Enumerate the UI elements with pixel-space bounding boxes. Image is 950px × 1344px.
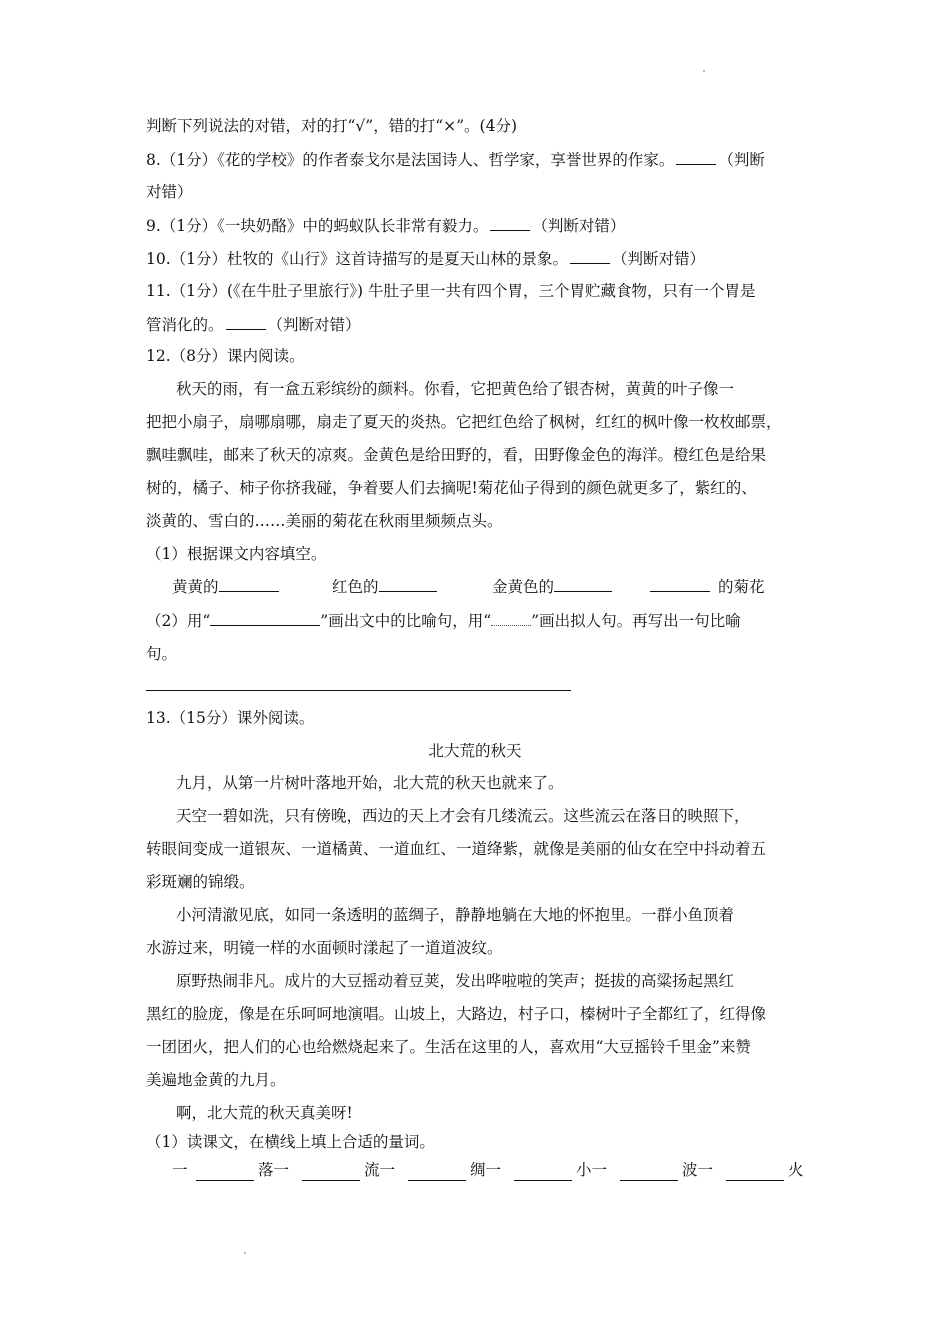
fill-item xyxy=(492,575,612,598)
fill-label: 金黄色的 xyxy=(492,578,555,596)
passage-line: 淡黄的、雪白的……美丽的菊花在秋雨里频频点头。 xyxy=(146,512,503,530)
passage-line: 秋天的雨，有一盒五彩缤纷的颜料。你看，它把黄色给了银杏树，黄黄的叶子像一 xyxy=(176,380,735,398)
answer-blank[interactable] xyxy=(650,575,710,592)
measure-noun: 绸一 xyxy=(470,1161,502,1179)
fill-label: 红色的 xyxy=(332,578,379,596)
measure-noun: 小一 xyxy=(576,1161,608,1179)
question-12-sub1: （1）根据课文内容填空。 xyxy=(146,545,327,563)
answer-blank[interactable] xyxy=(219,575,279,592)
fill-label: 的菊花 xyxy=(718,578,765,596)
passage-line: 树的，橘子、柿子你挤我碰，争着要人们去摘呢!菊花仙子得到的颜色就更多了，紫红的、 xyxy=(146,479,757,497)
question-9-tail: （判断对错） xyxy=(532,217,626,235)
sub2-part-c: ”画出拟人句。再写出一句比喻 xyxy=(531,612,741,630)
passage-line: 原野热闹非凡。成片的大豆摇动着豆荚，发出哗啦啦的笑声；挺拔的高粱扬起黑红 xyxy=(176,972,735,990)
measure-noun: 波一 xyxy=(682,1161,714,1179)
passage-line: 转眼间变成一道银灰、一道橘黄、一道血红、一道绛紫，就像是美丽的仙女在空中抖动着五 xyxy=(146,840,767,858)
sub2-part-b: ”画出文中的比喻句，用“ xyxy=(320,612,492,630)
measure-noun: 流一 xyxy=(364,1161,396,1179)
question-13-sub1: （1）读课文，在横线上填上合适的量词。 xyxy=(146,1133,435,1151)
passage-line: 美遍地金黄的九月。 xyxy=(146,1071,286,1089)
passage-line: 一团团火，把人们的心也给燃烧起来了。生活在这里的人，喜欢用“大豆摇铃千里金”来赞 xyxy=(146,1038,751,1056)
scan-dot xyxy=(703,70,705,72)
answer-blank[interactable] xyxy=(726,1164,784,1181)
answer-blank[interactable] xyxy=(302,1164,360,1181)
fill-item xyxy=(650,575,765,598)
question-10-text: 10.（1分）杜牧的《山行》这首诗描写的是夏天山林的景象。 xyxy=(146,250,569,268)
measure-prefix: 一 xyxy=(172,1161,188,1179)
passage-line: 飘哇飘哇，邮来了秋天的凉爽。金黄色是给田野的，看，田野像金色的海洋。橙红色是给果 xyxy=(146,446,767,464)
question-11: 11.（1分）(《在牛肚子里旅行》) 牛肚子里一共有四个胃，三个胃贮藏食物，只有一个胃是 xyxy=(146,282,756,300)
passage-line: 把把小扇子，扇哪扇哪，扇走了夏天的炎热。它把红色给了枫树，红红的枫叶像一枚枚邮票， xyxy=(146,413,782,431)
straight-line-sample xyxy=(210,609,320,626)
question-8 xyxy=(146,148,765,171)
wavy-line-sample xyxy=(491,611,531,626)
question-10 xyxy=(146,247,705,270)
question-11-text: 管消化的。 xyxy=(146,316,224,334)
answer-blank[interactable] xyxy=(514,1164,572,1181)
passage-line: 天空一碧如洗，只有傍晚，西边的天上才会有几缕流云。这些流云在落日的映照下， xyxy=(176,807,750,825)
passage-line: 九月，从第一片树叶落地开始，北大荒的秋天也就来了。 xyxy=(176,774,564,792)
fill-item xyxy=(332,575,437,598)
question-12-sub2 xyxy=(146,609,741,632)
answer-blank[interactable] xyxy=(196,1164,254,1181)
answer-blank[interactable] xyxy=(379,575,437,592)
question-8-line2: 对错） xyxy=(146,183,193,201)
instructions: 判断下列说法的对错，对的打“√”，错的打“×”。(4分) xyxy=(146,117,518,135)
measure-noun: 落一 xyxy=(258,1161,290,1179)
fill-label: 黄黄的 xyxy=(172,578,219,596)
measure-noun: 火 xyxy=(788,1161,804,1179)
passage-line: 黑红的脸庞，像是在乐呵呵地演唱。山坡上，大路边，村子口，榛树叶子全都红了，红得像 xyxy=(146,1005,767,1023)
answer-line[interactable] xyxy=(146,690,571,691)
question-9-text: 9.（1分）《一块奶酪》中的蚂蚁队长非常有毅力。 xyxy=(146,217,489,235)
sub2-part-a: （2）用“ xyxy=(146,612,211,630)
question-8-tail: （判断 xyxy=(718,151,765,169)
passage-line: 水游过来，明镜一样的水面顿时漾起了一道道波纹。 xyxy=(146,939,503,957)
question-10-tail: （判断对错） xyxy=(612,250,706,268)
passage-line: 彩斑斓的锦缎。 xyxy=(146,873,255,891)
answer-blank[interactable] xyxy=(620,1164,678,1181)
scan-dot xyxy=(244,1252,246,1254)
answer-blank[interactable] xyxy=(408,1164,466,1181)
answer-blank[interactable] xyxy=(570,247,610,264)
question-9 xyxy=(146,214,625,237)
question-13-heading: 13.（15分）课外阅读。 xyxy=(146,709,315,727)
question-12-heading: 12.（8分）课内阅读。 xyxy=(146,347,305,365)
question-8-text: 8.（1分）《花的学校》的作者泰戈尔是法国诗人、哲学家，享誉世界的作家。 xyxy=(146,151,675,169)
passage-line: 啊，北大荒的秋天真美呀! xyxy=(176,1104,353,1122)
answer-blank[interactable] xyxy=(554,575,612,592)
question-11-line2 xyxy=(146,313,361,336)
answer-blank[interactable] xyxy=(676,148,716,165)
passage-line: 小河清澈见底，如同一条透明的蓝绸子，静静地躺在大地的怀抱里。一群小鱼顶着 xyxy=(176,906,735,924)
answer-blank[interactable] xyxy=(490,214,530,231)
answer-blank[interactable] xyxy=(226,313,266,330)
passage-title: 北大荒的秋天 xyxy=(428,742,522,760)
question-11-tail: （判断对错） xyxy=(267,316,361,334)
fill-item xyxy=(172,575,279,598)
question-12-sub2-line2: 句。 xyxy=(146,645,178,663)
